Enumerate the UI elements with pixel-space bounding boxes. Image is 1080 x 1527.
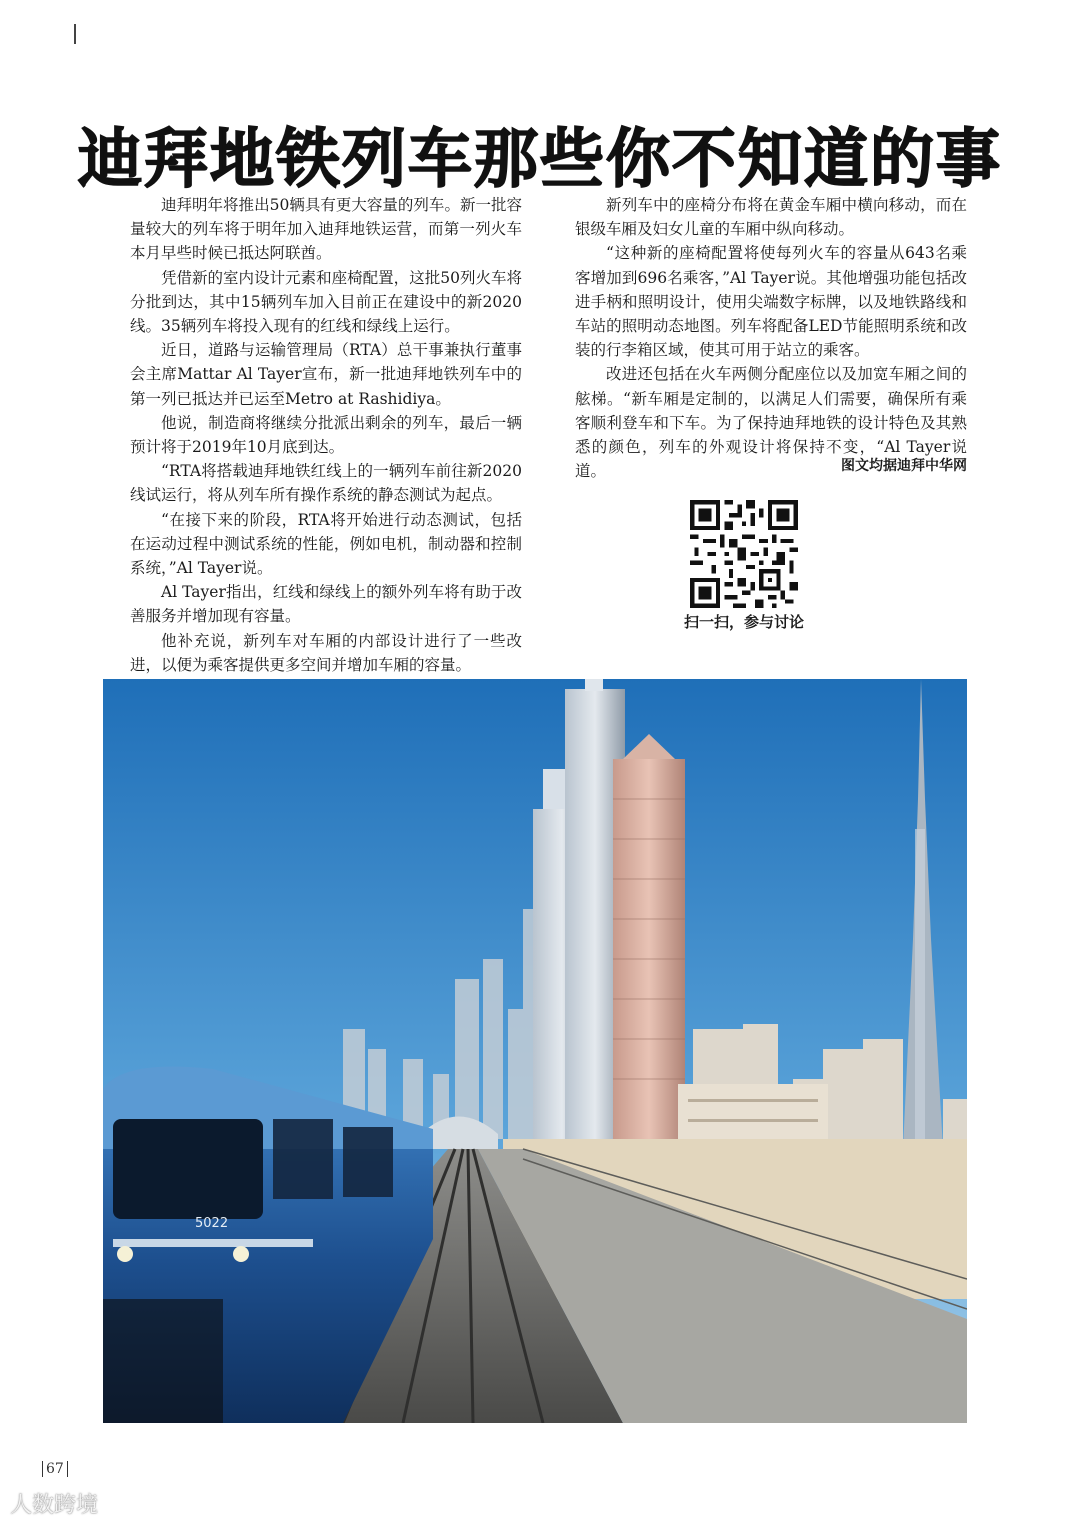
article-paragraph: “这种新的座椅配置将使每列火车的容量从643名乘客增加到696名乘客，”Al Tayer说。其他增强功能包括改进手柄和照明设计，使用尖端数字标牌，以及地铁路线和车站的照明动态地图。列车将配备LED节能照明系统和改装的行李箱区域，使其可用于站立的乘客。 <box>575 244 967 360</box>
article-paragraph: 近日，道路与运输管理局（RTA）总干事兼执行董事会主席Mattar Al Tayer宣布，新一批迪拜地铁列车中的第一列已抵达并已运至Metro at Rashidiya。 <box>130 341 522 408</box>
page-corner-mark <box>74 24 76 44</box>
photo-credit: 图文均据迪拜中华网 <box>841 458 967 474</box>
article-headline: 迪拜地铁列车那些你不知道的事 <box>78 123 1002 197</box>
article-paragraph: “RTA将搭载迪拜地铁红线上的一辆列车前往新2020线试运行，将从列车所有操作系统的静态测试为起点。 <box>130 462 522 505</box>
watermark: 人数跨境 <box>10 1493 99 1518</box>
article-paragraph: 凭借新的室内设计元素和座椅配置，这批50列火车将分批到达，其中15辆列车加入目前正在建设中的新2020线。35辆列车将投入现有的红线和绿线上运行。 <box>130 268 522 336</box>
article-right-column <box>575 193 967 483</box>
page-number: 67 <box>42 1461 68 1477</box>
article-paragraph: 改进还包括在火车两侧分配座位以及加宽车厢之间的舷梯。“新车厢是定制的，以满足人们需要，确保所有乘客顺利登车和下车。为了保持迪拜地铁的设计特色及其熟悉的颜色，列车的外观设计将保持不变，“Al Tayer说道。 <box>575 365 967 481</box>
article-paragraph: “在接下来的阶段，RTA将开始进行动态测试，包括在运动过程中测试系统的性能，例如电机，制动器和控制系统，”Al Tayer说。 <box>130 510 522 578</box>
article-paragraph: Al Tayer指出，红线和绿线上的额外列车将有助于改善服务并增加现有容量。 <box>130 583 522 626</box>
train-number: 5022 <box>195 1216 229 1231</box>
dubai-metro-photo <box>103 679 967 1423</box>
article-paragraph: 他补充说，新列车对车厢的内部设计进行了一些改进，以便为乘客提供更多空间并增加车厢的容量。 <box>130 631 522 674</box>
article-paragraph: 他说，制造商将继续分批派出剩余的列车，最后一辆预计将于2019年10月底到达。 <box>130 413 522 457</box>
article-paragraph: 迪拜明年将推出50辆具有更大容量的列车。新一批容量较大的列车将于明年加入迪拜地铁运营，而第一列火车本月早些时候已抵达阿联酋。 <box>130 196 522 263</box>
article-left-column <box>130 193 522 677</box>
qr-code[interactable] <box>690 500 798 608</box>
article-paragraph: 新列车中的座椅分布将在黄金车厢中横向移动，而在银级车厢及妇女儿童的车厢中纵向移动。 <box>575 196 967 239</box>
qr-caption: 扫一扫，参与讨论 <box>683 613 804 631</box>
